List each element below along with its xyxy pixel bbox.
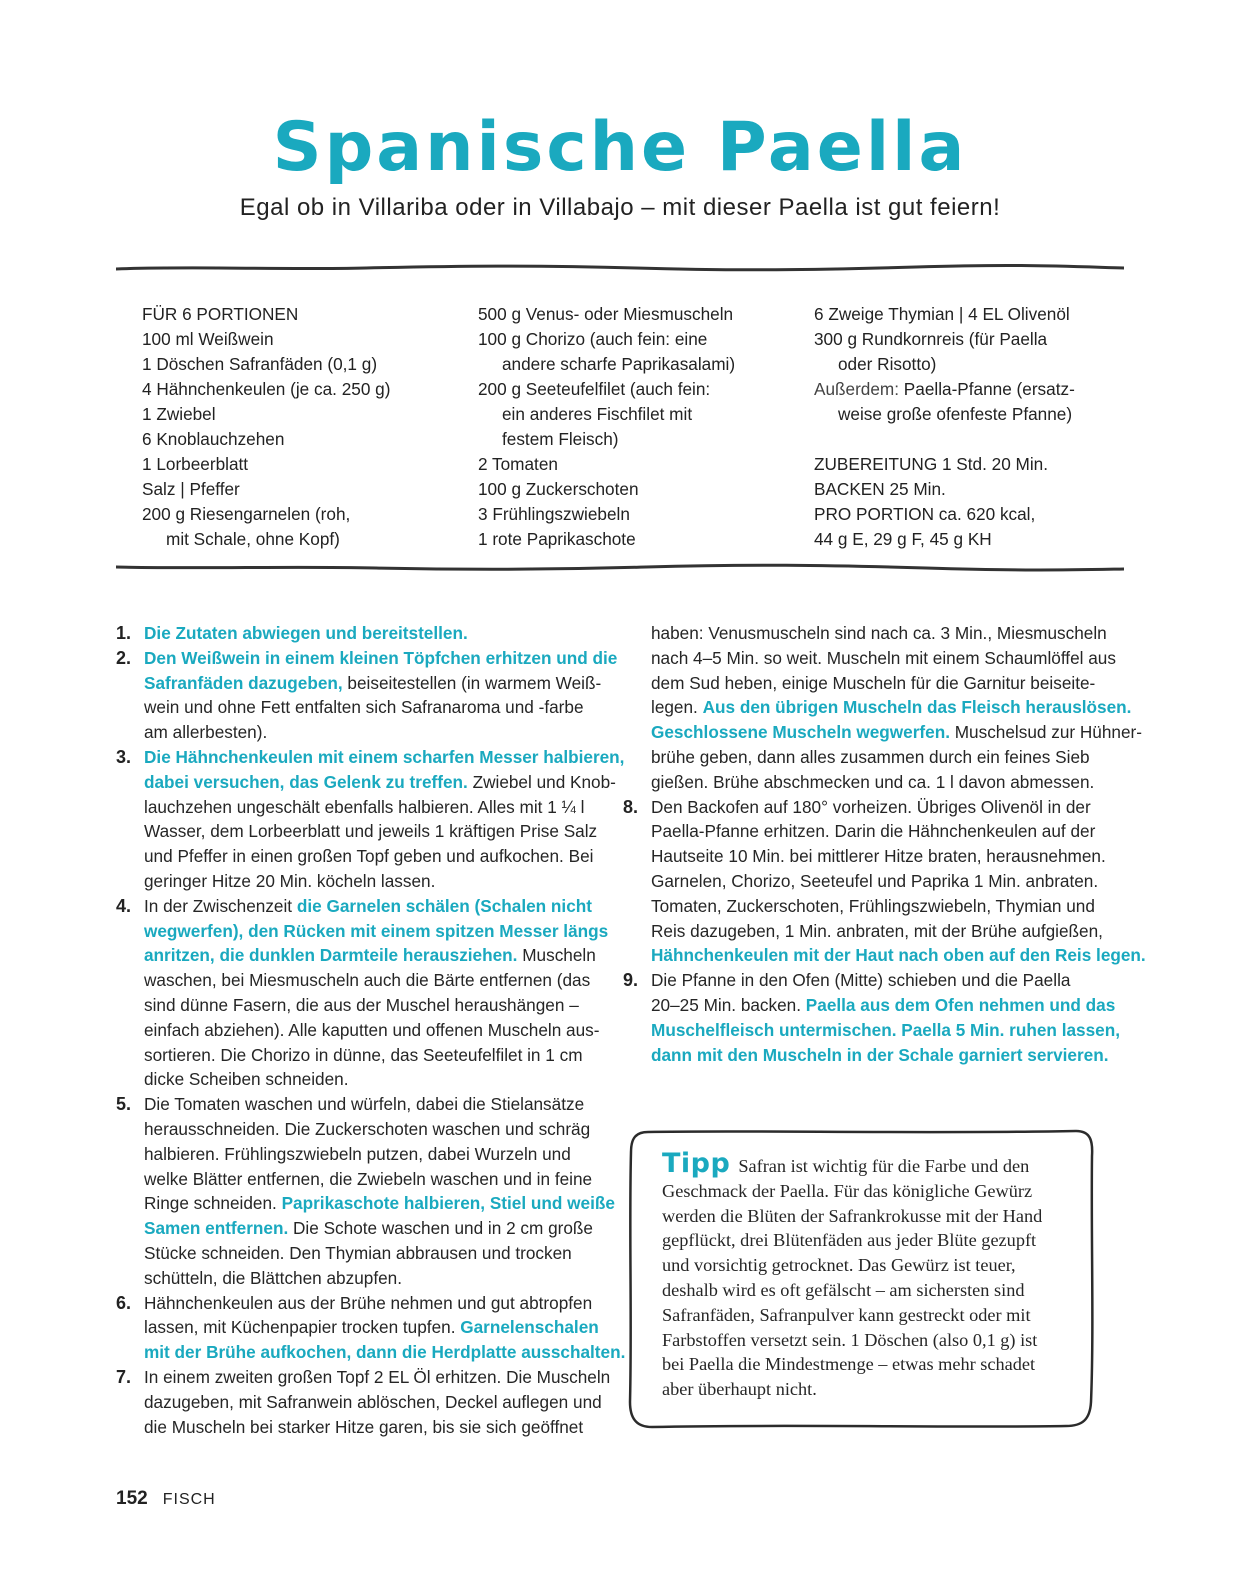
step-number: 7. — [116, 1366, 132, 1387]
step-text: Paprikaschote halbieren, Stiel und weiße — [281, 1193, 615, 1214]
step-text: Ringe schneiden. — [144, 1193, 282, 1214]
tip-text: gepflückt, drei Blütenfäden aus jeder Blüte gezupft — [662, 1230, 1037, 1251]
ingredient-item: 300 g Rundkornreis (für Paella — [814, 329, 1048, 349]
step-text: schütteln, die Blättchen abzupfen. — [144, 1267, 402, 1288]
step-text: Wasser, dem Lorbeerblatt und jeweils 1 kräftigen Prise Salz — [144, 821, 598, 842]
step-9 — [623, 968, 1123, 1067]
step-2 — [116, 646, 618, 745]
ingredient-item: 100 ml Weißwein — [142, 329, 274, 349]
ingredient-item: 1 Zwiebel — [142, 404, 216, 424]
page-subtitle: Egal ob in Villariba oder in Villabajo – mit dieser Paella ist gut feiern! — [239, 194, 1001, 221]
step-text: Hähnchenkeulen aus der Brühe nehmen und gut abtropfen — [144, 1292, 593, 1313]
step-number: 8. — [623, 796, 639, 817]
tip-text: werden die Blüten der Safrankrokusse mit der Hand — [662, 1205, 1043, 1226]
step-text: Die Hähnchenkeulen mit einem scharfen Messer halbieren, — [144, 746, 625, 767]
step-text: lauchzehen ungeschält ebenfalls halbieren. Alles mit 1 ¼ l — [144, 796, 585, 817]
step-number: 3. — [116, 746, 132, 767]
tip-text: und vorsichtig getrocknet. Das Gewürz ist teuer, — [662, 1255, 1016, 1276]
step-number: 9. — [623, 970, 639, 991]
step-text: geringer Hitze 20 Min. köcheln lassen. — [144, 870, 436, 891]
step-text: nach 4–5 Min. so weit. Muscheln mit einem Schaumlöffel aus — [651, 647, 1116, 668]
step-text: dazugeben, mit Safranwein ablöschen, Deckel auflegen und — [144, 1391, 602, 1412]
equipment-value: Paella-Pfanne (ersatz- — [899, 379, 1075, 399]
step-text: In der Zwischenzeit — [144, 895, 297, 916]
step-8 — [623, 795, 1146, 969]
ingredient-item: 1 Lorbeerblatt — [142, 454, 249, 474]
step-text: Den Weißwein in einem kleinen Töpfchen erhitzen und die — [144, 647, 618, 668]
tip-text: Safran ist wichtig für die Farbe und den — [738, 1156, 1030, 1176]
step-text: Geschlossene Muscheln wegwerfen. — [651, 722, 950, 743]
bottom-divider — [116, 562, 1124, 574]
step-number: 5. — [116, 1094, 132, 1115]
step-text: Den Backofen auf 180° vorheizen. Übriges Olivenöl in der — [651, 796, 1091, 817]
step-text: lassen, mit Küchenpapier trocken tupfen. — [144, 1317, 461, 1338]
step-number: 6. — [116, 1292, 132, 1313]
step-text: Muschelfleisch untermischen. Paella 5 Min. ruhen lassen, — [651, 1019, 1120, 1040]
ingredient-item: 4 Hähnchenkeulen (je ca. 250 g) — [142, 379, 391, 399]
step-text: Die Tomaten waschen und würfeln, dabei die Stielansätze — [144, 1094, 585, 1115]
ingredient-item: mit Schale, ohne Kopf) — [166, 529, 340, 549]
step-text: Muschelsud zur Hühner- — [949, 722, 1142, 743]
bake-time: BACKEN 25 Min. — [814, 479, 946, 499]
equipment-label: Außerdem: — [814, 379, 900, 399]
step-text: Die Zutaten abwiegen und bereitstellen. — [144, 623, 468, 643]
step-text: gießen. Brühe abschmecken und ca. 1 l davon abmessen. — [651, 771, 1095, 792]
step-text: Garnelen, Chorizo, Seeteufel und Paprika 1 Min. anbraten. — [651, 870, 1099, 891]
tip-text: Safranfäden, Safranpulver kann gestreckt oder mit — [662, 1304, 1031, 1325]
instructions-right-column — [623, 621, 1146, 1067]
section-label: FISCH — [162, 1491, 216, 1508]
ingredient-item: 100 g Chorizo (auch fein: eine — [478, 329, 708, 349]
step-6 — [116, 1291, 626, 1365]
step-text: Aus den übrigen Muscheln das Fleisch herauslösen. — [702, 697, 1132, 718]
step-text: Stücke schneiden. Den Thymian abbrausen und trocken — [144, 1242, 572, 1263]
ingredient-item: oder Risotto) — [838, 354, 937, 374]
prep-time: ZUBEREITUNG 1 Std. 20 Min. — [814, 454, 1049, 474]
step-text: dabei versuchen, das Gelenk zu treffen. — [144, 771, 468, 792]
step-7 — [116, 1365, 611, 1439]
page-number: 152 — [116, 1488, 148, 1509]
step-text: 20–25 Min. backen. — [651, 994, 806, 1015]
step-text: Samen entfernen. — [144, 1218, 289, 1239]
step-text: Safranfäden dazugeben, — [144, 672, 343, 693]
step-text: halbieren. Frühlingszwiebeln putzen, dabei Wurzeln und — [144, 1143, 571, 1164]
ingredient-item: 100 g Zuckerschoten — [478, 479, 639, 499]
step-5 — [116, 1092, 615, 1290]
step-text: sind dünne Fasern, die aus der Muschel heraushängen – — [144, 994, 579, 1015]
step-text: einfach abziehen). Alle kaputten und offenen Muscheln aus- — [144, 1019, 600, 1040]
step-text: brühe geben, dann alles zusammen durch ein feines Sieb — [651, 746, 1090, 767]
tip-text: deshalb wird es oft gefälscht – am sichersten sind — [662, 1279, 1025, 1300]
step-4 — [116, 894, 609, 1092]
ingredient-item: weise große ofenfeste Pfanne) — [838, 404, 1073, 424]
ingredient-item: 200 g Seeteufelfilet (auch fein: — [478, 379, 711, 399]
step-number: 4. — [116, 895, 132, 916]
ingredient-item: 6 Zweige Thymian | 4 EL Olivenöl — [814, 304, 1070, 324]
step-number: 1. — [116, 623, 132, 643]
ingredient-item: ein anderes Fischfilet mit — [502, 404, 693, 424]
nutrition-info: PRO PORTION ca. 620 kcal, — [814, 504, 1036, 524]
step-text: wegwerfen), den Rücken mit einem spitzen Messer längs — [144, 920, 609, 941]
step-text: waschen, bei Miesmuscheln auch die Bärte entfernen (das — [144, 970, 591, 991]
step-text: haben: Venusmuscheln sind nach ca. 3 Min., Miesmuscheln — [651, 623, 1107, 643]
page-title: Spanische Paella — [272, 108, 968, 187]
top-divider — [116, 262, 1124, 274]
step-text: Tomaten, Zuckerschoten, Frühlingszwiebeln, Thymian und — [651, 895, 1095, 916]
ingredient-item: 6 Knoblauchzehen — [142, 429, 285, 449]
step-text: Hautseite 10 Min. bei mittlerer Hitze braten, herausnehmen. — [651, 846, 1106, 867]
step-text: Muscheln — [517, 945, 596, 966]
step-text: Zwiebel und Knob- — [467, 771, 616, 792]
ingredient-item: 2 Tomaten — [478, 454, 558, 474]
step-3 — [116, 745, 625, 894]
instructions-left-column — [116, 621, 626, 1439]
equipment-item — [814, 377, 1075, 402]
step-text: Paella aus dem Ofen nehmen und das — [805, 994, 1116, 1015]
page-footer — [116, 1488, 216, 1510]
ingredient-item: festem Fleisch) — [502, 429, 619, 449]
ingredient-item: andere scharfe Paprikasalami) — [502, 354, 736, 374]
step-text: Paella-Pfanne erhitzen. Darin die Hähnchenkeulen auf der — [651, 821, 1096, 842]
step-text: Die Schote waschen und in 2 cm große — [288, 1218, 593, 1239]
step-text: die Garnelen schälen (Schalen nicht — [296, 895, 592, 916]
step-text: die Muscheln bei starker Hitze garen, bis sie sich geöffnet — [144, 1416, 584, 1437]
step-text: dicke Scheiben schneiden. — [144, 1069, 349, 1090]
step-text: und Pfeffer in einen großen Topf geben und aufkochen. Bei — [144, 846, 594, 867]
step-text: In einem zweiten großen Topf 2 EL Öl erhitzen. Die Muscheln — [144, 1366, 611, 1387]
ingredient-item: 200 g Riesengarnelen (roh, — [142, 504, 351, 524]
tip-text: Farbstoffen versetzt sein. 1 Döschen (also 0,1 g) ist — [662, 1329, 1038, 1350]
step-text: beiseitestellen (in warmem Weiß- — [342, 672, 602, 693]
ingredient-item: Salz | Pfeffer — [142, 479, 240, 499]
ingredients-column-1 — [142, 302, 390, 552]
step-text: Reis dazugeben, 1 Min. anbraten, mit der Brühe aufgießen, — [651, 920, 1103, 941]
step-text: sortieren. Die Chorizo in dünne, das Seeteufelfilet in 1 cm — [144, 1044, 583, 1065]
tip-text: bei Paella die Mindestmenge – etwas mehr schadet — [662, 1354, 1036, 1375]
tip-text: aber überhaupt nicht. — [662, 1379, 817, 1400]
step-text: Garnelenschalen — [460, 1317, 599, 1338]
ingredient-item: 1 rote Paprikaschote — [478, 529, 636, 549]
step-text: welke Blätter entfernen, die Zwiebeln waschen und in feine — [144, 1168, 593, 1189]
tip-content — [662, 1148, 1082, 1402]
ingredients-column-3 — [814, 302, 1075, 552]
ingredient-item: 1 Döschen Safranfäden (0,1 g) — [142, 354, 378, 374]
step-7-continued — [623, 621, 1142, 795]
step-1 — [116, 621, 606, 646]
ingredient-item: 3 Frühlingszwiebeln — [478, 504, 630, 524]
tip-heading: Tipp — [662, 1148, 731, 1179]
step-text: dem Sud heben, einige Muscheln für die Garnitur beiseite- — [651, 672, 1096, 693]
step-text: wein und ohne Fett entfalten sich Safranaroma und -farbe — [144, 697, 584, 718]
step-text: mit der Brühe aufkochen, dann die Herdplatte ausschalten. — [144, 1342, 626, 1363]
step-text: anritzen, die dunklen Darmteile herausziehen. — [144, 945, 518, 966]
step-text: Hähnchenkeulen mit der Haut nach oben auf den Reis legen. — [651, 945, 1146, 966]
step-text: am allerbesten). — [144, 722, 268, 743]
step-text: legen. — [651, 697, 703, 718]
tip-text: Geschmack der Paella. Für das königliche Gewürz — [662, 1180, 1033, 1201]
ingredients-column-2 — [478, 302, 735, 552]
step-text: herausschneiden. Die Zuckerschoten waschen und schräg — [144, 1118, 591, 1139]
step-text: dann mit den Muscheln in der Schale garniert servieren. — [651, 1044, 1109, 1065]
step-number: 2. — [116, 647, 132, 668]
step-text: Die Pfanne in den Ofen (Mitte) schieben und die Paella — [651, 970, 1071, 991]
ingredient-item: 500 g Venus- oder Miesmuscheln — [478, 304, 734, 324]
servings-label: FÜR 6 PORTIONEN — [142, 304, 299, 324]
nutrition-info: 44 g E, 29 g F, 45 g KH — [814, 529, 992, 549]
